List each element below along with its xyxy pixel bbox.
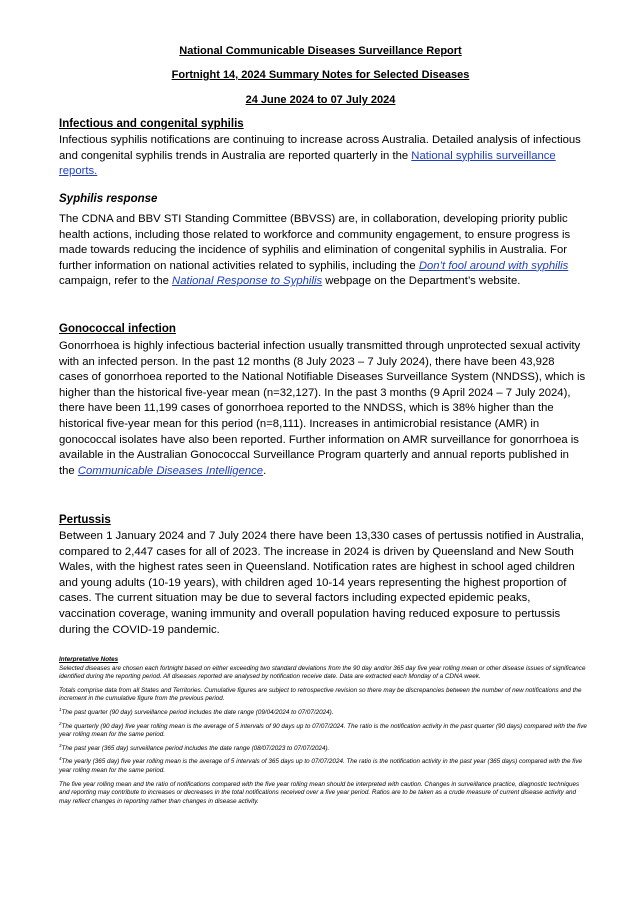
note-quarter-period-text: The past quarter (90 day) surveillance period includes the date range (09/04/2024 to 07/07/2024).: [61, 708, 334, 716]
note-year-mean: [59, 758, 587, 775]
syphilis-response-text-1: The CDNA and BBV STI Standing Committee (BBVSS) are, in collaboration, developing priority public health actions, including those related to workforce and community engagement, to ensure progress is made towards reducing the incidence of syphilis and elimination of congenital syphilis in Australia. For further information on national activities related to syphilis, including the: [59, 213, 571, 272]
report-title: National Communicable Diseases Surveillance Report: [179, 45, 462, 57]
pertussis-paragraph: Between 1 January 2024 and 7 July 2024 there have been 13,330 cases of pertussis notified in Australia, compared to 2,447 cases for all of 2023. The increase in 2024 is driven by Queensland and New South Wales, with the highest rates seen in Queensland. Notification rates are highest in school aged children and young adults (10-19 years), with children aged 10-14 years representing the highest proportion of cases. The current situation may be due to several factors including expected epidemic peaks, vaccination coverage, waning immunity and overall population having reduced exposure to pertussis during the COVID-19 pandemic.: [59, 530, 585, 636]
pertussis-heading: Pertussis: [59, 514, 111, 526]
note-sup-2: 2: [59, 720, 62, 726]
note-quarter-period: [59, 706, 587, 718]
note-sup-1: 1: [59, 706, 62, 712]
dont-fool-around-link[interactable]: Don’t fool around with syphilis: [418, 259, 569, 272]
notes-title: Interpretative Notes: [59, 656, 119, 663]
note-year-period-text: The past year (365 day) surveillance period includes the date range (08/07/2023 to 07/07/2024).: [61, 744, 330, 752]
note-quarter-mean-text: The quarterly (90 day) five year rolling mean is the average of 5 intervals of 90 days up to 07/07/2024. The ratio is the notification activity in the past quarter (90 days) compared with the five year rolling mean for the same period.: [59, 722, 587, 739]
report-subtitle: Fortnight 14, 2024 Summary Notes for Selected Diseases: [171, 69, 470, 81]
syphilis-response-paragraph: [59, 212, 587, 290]
note-sup-3: 3: [59, 742, 62, 748]
syphilis-response-text-3: webpage on the Department’s website.: [322, 275, 521, 288]
note-quarter-mean: [59, 720, 587, 740]
note-year-mean-text: The yearly (365 day) five year rolling mean is the average of 5 intervals of 365 days up to 07/07/2024. The ratio is the notification activity in the past year (365 days) compared with the five year rolling mean for the same period.: [59, 758, 582, 774]
gonococcal-heading: Gonococcal infection: [59, 323, 176, 335]
syphilis-reports-link[interactable]: National syphilis surveillance reports.: [59, 149, 556, 178]
syphilis-heading: Infectious and congenital syphilis: [59, 118, 244, 130]
gonococcal-end: .: [263, 464, 267, 477]
cdi-link[interactable]: Communicable Diseases Intelligence: [77, 464, 264, 477]
syphilis-response-heading: Syphilis response: [59, 193, 158, 205]
interpretative-notes: [59, 656, 587, 811]
syphilis-text: Infectious syphilis notifications are continuing to increase across Australia. Detailed analysis of infectious and congenital syphilis trends in Australia are reported quarterly in the: [59, 134, 581, 162]
note-selection: Selected diseases are chosen each fortnight based on either exceeding two standard deviations from the 90 day and/or 365 day five year rolling mean or other disease issues of significance identified during the reporting period. All diseases reported are analysed by notification receive date. Data are extracted each Monday of a CDNA week.: [59, 664, 586, 681]
national-response-link[interactable]: National Response to Syphilis: [172, 275, 323, 288]
note-totals: Totals comprise data from all States and Territories. Cumulative figures are subject to retrospective revision so there may be discrepancies between the number of new notifications and the increment in the cumulative figure from the previous period.: [59, 686, 582, 703]
note-year-period: [59, 742, 587, 754]
note-sup-4: 4: [59, 756, 62, 762]
syphilis-response-text-2: campaign, refer to the: [59, 275, 173, 288]
note-caution: The five year rolling mean and the ratio of notifications compared with the five year rolling mean should be interpreted with caution. Changes in surveillance practice, diagnostic techniques and reporting may contribute to increases or decreases in the total notifications received over a five year period. Ratios are to be taken as a crude measure of current disease activity and may reflect changes in reporting rather than changes in disease activity.: [59, 780, 580, 805]
gonococcal-paragraph: [59, 339, 587, 479]
syphilis-paragraph: [59, 133, 587, 180]
gonococcal-text: Gonorrhoea is highly infectious bacterial infection usually transmitted through unprotected sexual activity with an infected person. In the past 12 months (8 July 2023 – 7 July 2024), there have been 43,928 cases of gonorrhoea reported to the National Notifiable Diseases Surveillance System (NNDSS), which is higher than the historical five-year mean (n=32,127). In the past 3 months (9 April 2024 – 7 July 2024), there have been 11,199 cases of gonorrhoea reported to the NNDSS, which is 38% higher than the historical five-year mean for this period (n=8,111). Increases in antimicrobial resistance (AMR) in gonococcal isolates have also been reported. Further information on AMR surveillance for gonorrhoea is available in the Australian Gonococcal Surveillance Program quarterly and annual reports published in the: [59, 340, 586, 477]
report-date-range: 24 June 2024 to 07 July 2024: [245, 94, 396, 106]
